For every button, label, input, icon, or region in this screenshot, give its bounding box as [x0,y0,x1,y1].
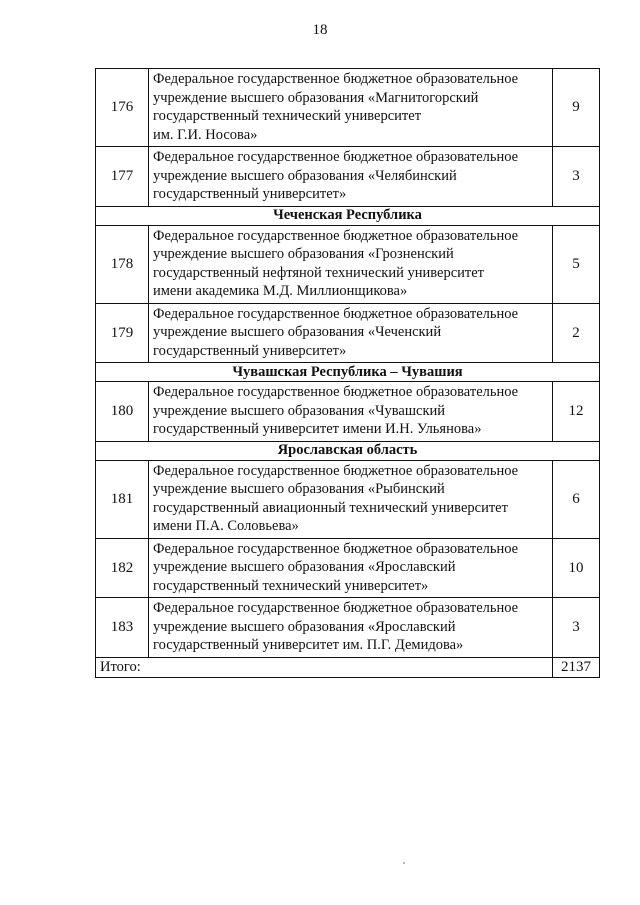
institution-name [149,598,553,658]
institution-name-line: государственный университет им. П.Г. Демидова» [153,637,464,653]
quota-count: 3 [553,598,600,658]
quota-count: 6 [553,460,600,538]
institution-name-line: Федеральное государственное бюджетное образовательное [153,600,519,616]
region-row [96,363,600,382]
page-number: 18 [312,22,328,38]
table-row [96,303,600,363]
institution-name [149,225,553,303]
institution-name-line: учреждение высшего образования «Челябинский [153,167,457,184]
quota-count: 9 [553,69,600,147]
allocation-table [95,68,600,678]
institution-name [149,538,553,598]
institution-name-line: государственный нефтяной технический университет [153,264,485,281]
quota-count: 2 [553,303,600,363]
total-value: 2137 [553,657,600,677]
table-row [96,69,600,147]
institution-name-line: учреждение высшего образования «Ярославский [153,559,456,575]
institution-name-line: государственный авиационный технический университет [153,499,508,516]
row-number: 180 [96,382,149,442]
region-heading: Чувашская Республика – Чувашия [96,363,600,382]
institution-name-line: государственный технический университет [153,108,422,124]
table-row [96,147,600,207]
institution-name-line: имени П.А. Соловьева» [153,518,299,534]
institution-name [149,382,553,442]
institution-name-line: учреждение высшего образования «Чеченский [153,324,442,340]
institution-name-line: государственный технический университет» [153,577,429,594]
institution-name [149,147,553,207]
row-number: 183 [96,598,149,658]
institution-name-line: Федеральное государственное бюджетное образовательное [153,149,519,165]
region-row [96,206,600,225]
quota-count: 5 [553,225,600,303]
institution-name-line: государственный университет имени И.Н. Ульянова» [153,421,482,437]
row-number: 176 [96,69,149,147]
institution-name-line: Федеральное государственное бюджетное образовательное [153,462,519,479]
institution-name-line: Федеральное государственное бюджетное образовательное [153,227,519,244]
row-number: 182 [96,538,149,598]
institution-name-line: государственный университет» [153,186,347,202]
total-row [96,657,600,677]
institution-name-line: учреждение высшего образования «Чувашский [153,402,446,419]
scan-speck [403,862,405,864]
institution-name-line: учреждение высшего образования «Магнитогорский [153,89,479,106]
row-number: 179 [96,303,149,363]
table-row [96,460,600,538]
quota-count: 10 [553,538,600,598]
region-heading: Чеченская Республика [96,206,600,225]
quota-count: 3 [553,147,600,207]
institution-name-line: имени академика М.Д. Миллионщикова» [153,283,408,299]
region-row [96,441,600,460]
table-row [96,538,600,598]
institution-name [149,460,553,538]
region-heading: Ярославская область [96,441,600,460]
row-number: 178 [96,225,149,303]
institution-name-line: Федеральное государственное бюджетное образовательное [153,305,519,322]
row-number: 177 [96,147,149,207]
institution-name-line: учреждение высшего образования «Грозненский [153,246,454,262]
institution-name-line: государственный университет» [153,342,347,359]
table-row [96,598,600,658]
institution-name-line: им. Г.И. Носова» [153,126,258,143]
quota-count: 12 [553,382,600,442]
institution-name-line: учреждение высшего образования «Ярославский [153,618,456,635]
institution-name-line: Федеральное государственное бюджетное образовательное [153,384,519,400]
table-row [96,225,600,303]
institution-name-line: учреждение высшего образования «Рыбинский [153,481,445,497]
table-body [96,69,600,678]
institution-name-line: Федеральное государственное бюджетное образовательное [153,540,519,557]
institution-name [149,69,553,147]
total-label: Итого: [96,657,553,677]
table-row [96,382,600,442]
institution-name-line: Федеральное государственное бюджетное образовательное [153,71,519,87]
institution-name [149,303,553,363]
row-number: 181 [96,460,149,538]
